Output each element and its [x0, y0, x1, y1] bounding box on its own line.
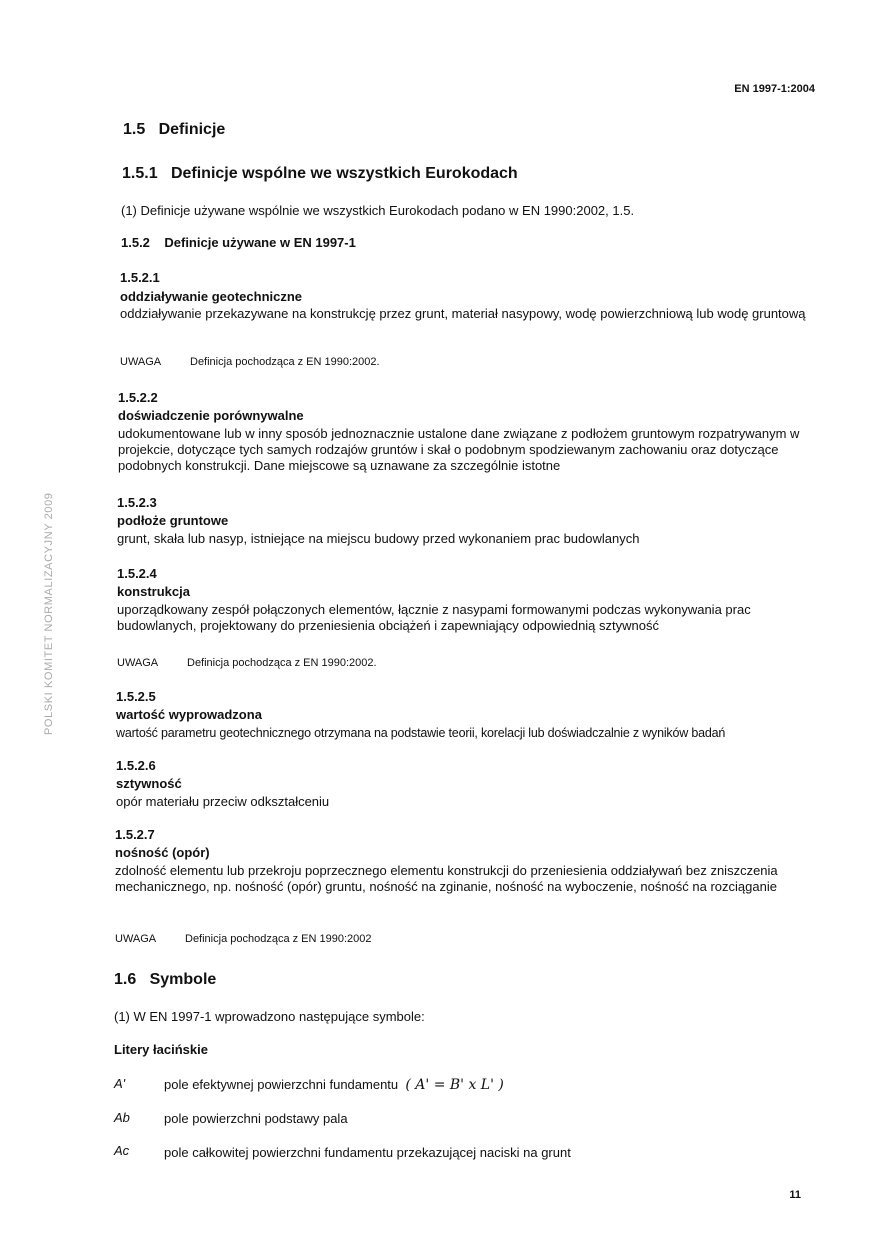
definition-text: wartość parametru geotechnicznego otrzymana na podstawie teorii, korelacji lub doświadczalnie z wyników badań [116, 726, 726, 740]
section-title: Symbole [149, 971, 217, 988]
symbol: A' [114, 1076, 126, 1091]
note-text: Definicja pochodząca z EN 1990:2002. [187, 657, 377, 669]
definition-term: konstrukcja [117, 584, 190, 599]
definition-number: 1.5.2.4 [117, 566, 157, 581]
definition-number: 1.5.2.3 [117, 495, 157, 510]
latin-letters-subheading: Litery łacińskie [114, 1042, 208, 1057]
symbol: Ab [114, 1110, 130, 1125]
section-1-5-1-heading [122, 165, 518, 183]
section-title: Definicje [158, 121, 226, 138]
definition-term: doświadczenie porównywalne [118, 408, 304, 423]
section-1-6-heading [114, 971, 216, 989]
definition-term: sztywność [116, 776, 182, 791]
section-number: 1.6 [114, 971, 137, 988]
note-label: UWAGA [120, 356, 162, 368]
section-title: Definicje wspólne we wszystkich Eurokodach [170, 165, 518, 182]
symbol-row [114, 1142, 129, 1160]
definition-note [120, 356, 380, 368]
definition-text: zdolność elementu lub przekroju poprzecznego elementu konstrukcji do przeniesienia oddziaływań bez zniszczenia mechanicznego, np. nośność (opór) gruntu, nośność na zginanie, nośność na wyboczenie, nośność na rozciąganie [115, 863, 778, 894]
symbol: Ac [114, 1143, 130, 1158]
definition-text: udokumentowane lub w inny sposób jednoznacznie ustalone dane związane z podłożem gruntowym rozpatrywanym w projekcie, dotyczące tych samych rodzajów gruntów i skał o podobnym spodziewanym zachowaniu oraz dotyczące podobnych konstrukcji. Dane miejscowe są uznawane za szczególnie istotne [118, 426, 800, 473]
note-label: UWAGA [115, 933, 157, 945]
section-1-5-2-heading [121, 235, 356, 250]
watermark-sidebar: POLSKI KOMITET NORMALIZACYJNY 2009 [43, 492, 55, 735]
symbol-description: pole całkowitej powierzchni fundamentu przekazującej naciski na grunt [164, 1145, 571, 1160]
definition-term: oddziaływanie geotechniczne [120, 289, 303, 304]
definition-note [117, 657, 377, 669]
section-1-5-1-paragraph: (1) Definicje używane wspólnie we wszystkich Eurokodach podano w EN 1990:2002, 1.5. [121, 203, 635, 218]
definition-text: uporządkowany zespół połączonych elementów, łącznie z nasypami formowanymi podczas wykonywania prac budowlanych, projektowany do przeniesienia obciążeń i zapewniający odpowiednią sztywność [117, 602, 751, 633]
symbol-description-text: pole efektywnej powierzchni fundamentu [164, 1077, 399, 1092]
definition-number: 1.5.2.2 [118, 390, 158, 405]
note-text: Definicja pochodząca z EN 1990:2002. [190, 356, 380, 368]
page-number: 11 [789, 1189, 801, 1201]
symbols-intro: (1) W EN 1997-1 wprowadzono następujące symbole: [114, 1009, 425, 1024]
section-number: 1.5.1 [122, 165, 158, 182]
note-label: UWAGA [117, 657, 159, 669]
section-number: 1.5.2 [121, 235, 150, 250]
definition-term: wartość wyprowadzona [116, 707, 262, 722]
symbol-description [164, 1077, 504, 1093]
section-number: 1.5 [123, 121, 146, 138]
symbol-formula: ( A' = B' x L' ) [405, 1077, 504, 1093]
definition-note [115, 933, 372, 945]
note-text: Definicja pochodząca z EN 1990:2002 [185, 933, 372, 945]
definition-term: podłoże gruntowe [117, 513, 229, 528]
definition-text: oddziaływanie przekazywane na konstrukcję przez grunt, materiał nasypowy, wodę powierzchniową lub wodę gruntową [120, 306, 806, 321]
definition-text: opór materiału przeciw odkształceniu [116, 794, 330, 809]
definition-number: 1.5.2.6 [116, 758, 156, 773]
definition-term: nośność (opór) [115, 845, 210, 860]
definition-number: 1.5.2.1 [120, 270, 160, 285]
symbol-description: pole powierzchni podstawy pala [164, 1111, 348, 1126]
symbol-row [114, 1075, 125, 1093]
definition-text: grunt, skała lub nasyp, istniejące na miejscu budowy przed wykonaniem prac budowlanych [117, 531, 640, 546]
section-1-5-heading [123, 121, 225, 139]
definition-number: 1.5.2.5 [116, 689, 156, 704]
symbol-row [114, 1109, 130, 1127]
section-title: Definicje używane w EN 1997-1 [164, 235, 356, 250]
definition-number: 1.5.2.7 [115, 827, 155, 842]
document-code: EN 1997-1:2004 [734, 83, 815, 95]
